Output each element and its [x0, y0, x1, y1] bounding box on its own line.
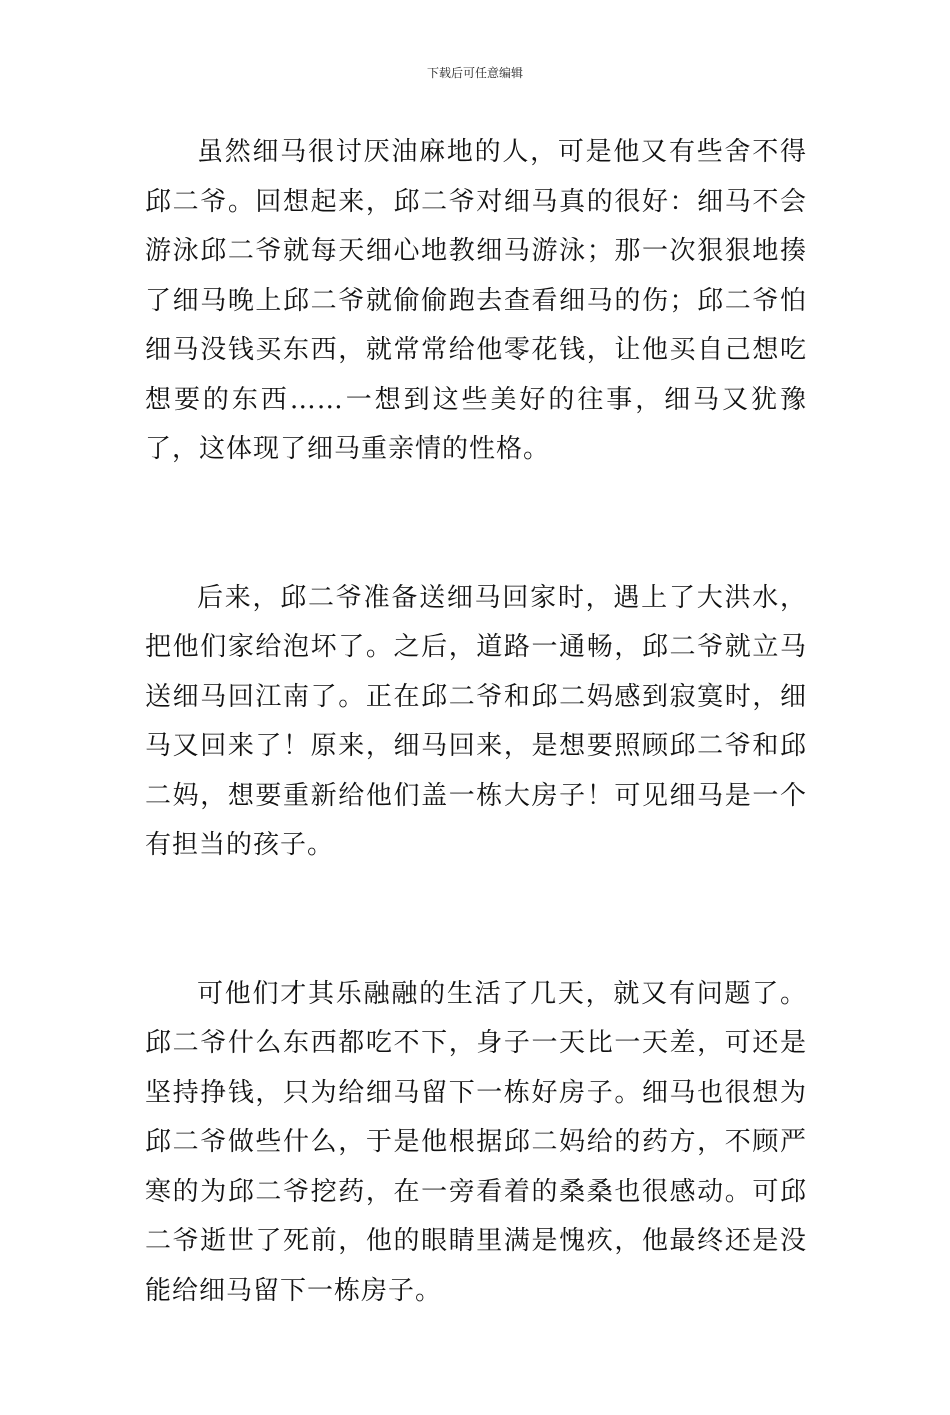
- paragraph-3: 可他们才其乐融融的生活了几天，就又有问题了。邱二爷什么东西都吃不下，身子一天比一天差，可还是坚持挣钱，只为给细马留下一栋好房子。细马也很想为邱二爷做些什么，于是他根据邱二妈给的药方，不顾严寒的为邱二爷挖药，在一旁看着的桑桑也很感动。可邱二爷逝世了死前，他的眼睛里满是愧疚，他最终还是没能给细马留下一栋房子。: [145, 978, 807, 1306]
- document-body: [145, 128, 807, 1415]
- paragraph-1: 虽然细马很讨厌油麻地的人，可是他又有些舍不得邱二爷。回想起来，邱二爷对细马真的很好：细马不会游泳邱二爷就每天细心地教细马游泳；那一次狠狠地揍了细马晚上邱二爷就偷偷跑去查看细马的伤；邱二爷怕细马没钱买东西，就常常给他零花钱，让他买自己想吃想要的东西……一想到这些美好的往事，细马又犹豫了，这体现了细马重亲情的性格。: [145, 137, 807, 464]
- paragraph-2: 后来，邱二爷准备送细马回家时，遇上了大洪水，把他们家给泡坏了。之后，道路一通畅，邱二爷就立马送细马回江南了。正在邱二爷和邱二妈感到寂寞时，细马又回来了！原来，细马回来，是想要照顾邱二爷和邱二妈，想要重新给他们盖一栋大房子！可见细马是一个有担当的孩子。: [145, 582, 807, 860]
- page-header: 下载后可任意编辑: [426, 66, 523, 80]
